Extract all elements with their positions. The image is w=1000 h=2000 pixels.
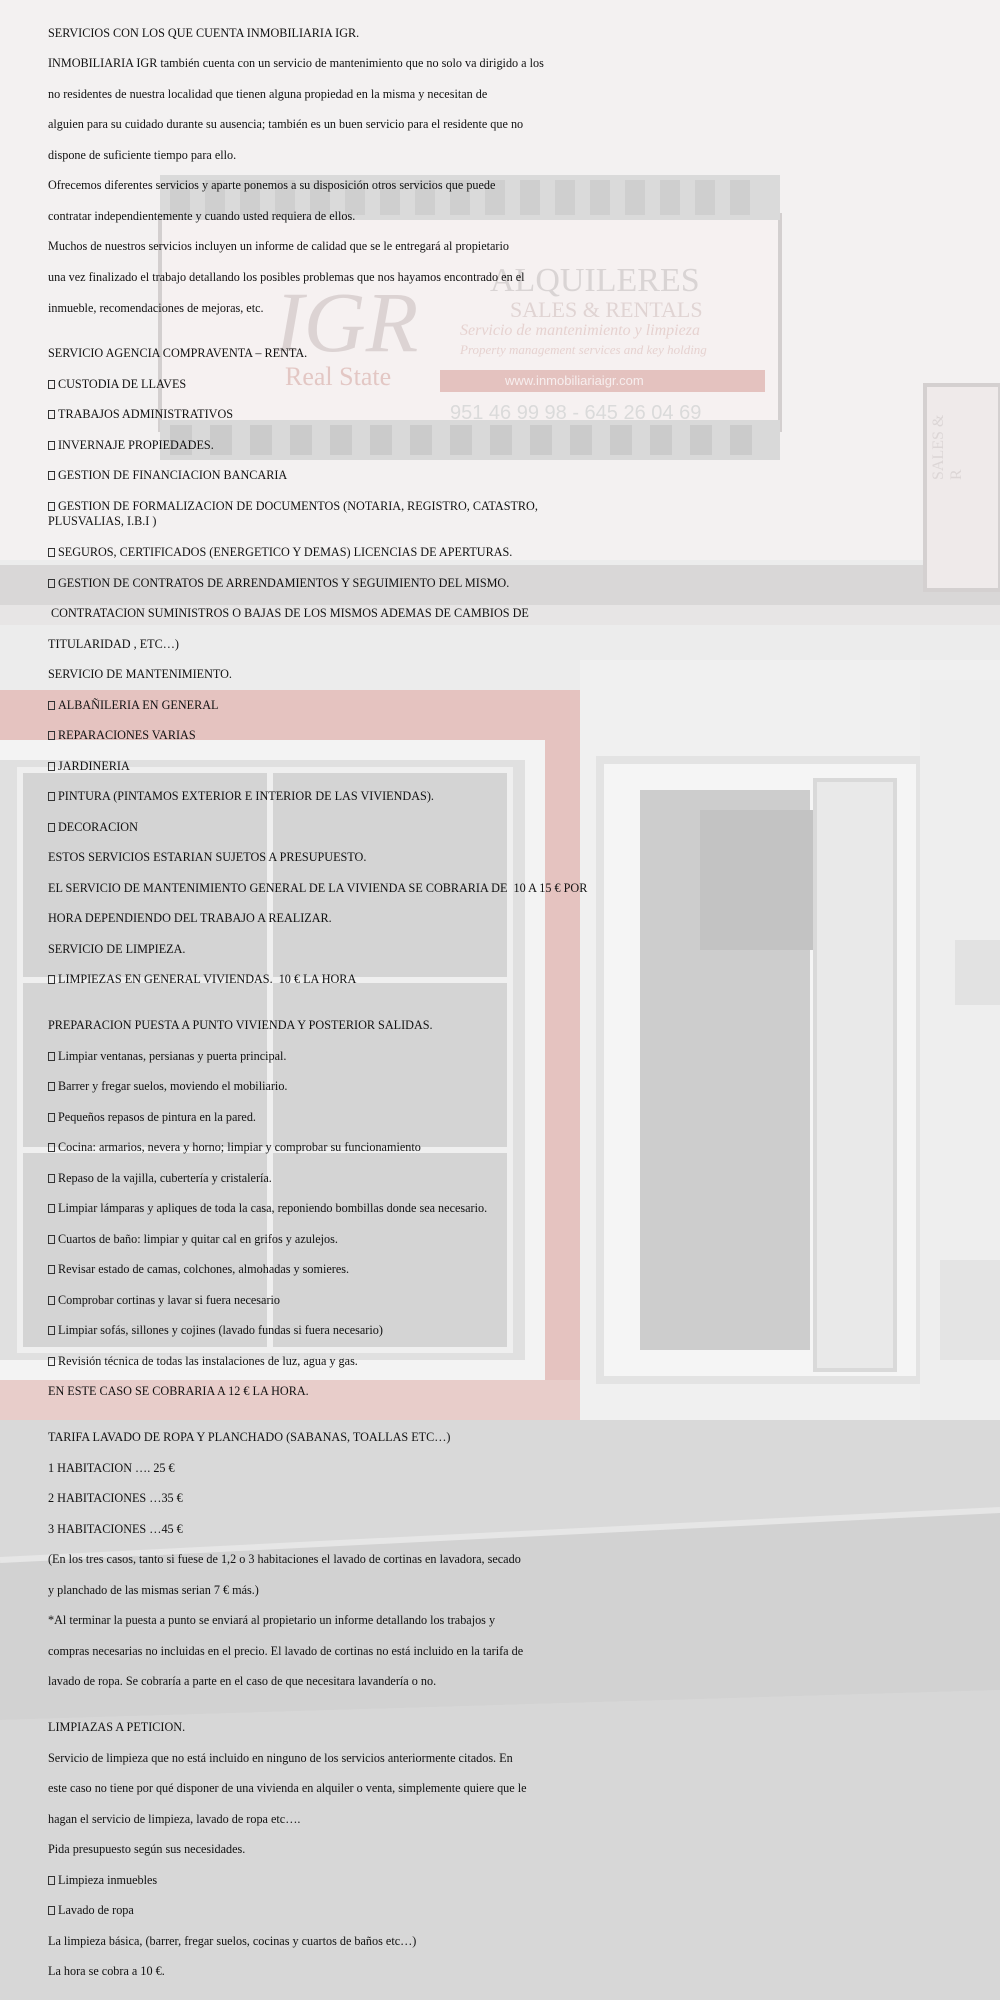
list-item: DECORACION (48, 820, 138, 835)
list-item: Comprobar cortinas y lavar si fuera necesario (48, 1293, 280, 1308)
tarifa-line: compras necesarias no incluidas en el precio. El lavado de cortinas no está incluido en la tarifa de (48, 1644, 524, 1658)
bullet-box-icon (48, 1143, 55, 1152)
section-title-mantenimiento: SERVICIO DE MANTENIMIENTO. (48, 667, 232, 681)
tarifa-line: 1 HABITACION …. 25 € (48, 1461, 175, 1475)
bullet-box-icon (48, 1174, 55, 1183)
tarifa-line: y planchado de las mismas serian 7 € más.) (48, 1583, 259, 1597)
list-item: Barrer y fregar suelos, moviendo el mobiliario. (48, 1079, 287, 1094)
sign-line4: Servicio de mantenimiento y limpieza (460, 322, 700, 339)
sign-line5: Property management services and key holding (460, 342, 707, 357)
tarifa-line: lavado de ropa. Se cobraría a parte en el caso de que necesitara lavandería o no. (48, 1674, 437, 1688)
bullet-box-icon (48, 1876, 55, 1885)
intro-line: dispone de suficiente tiempo para ello. (48, 148, 237, 162)
peticion-line: hagan el servicio de limpieza, lavado de ropa etc…. (48, 1812, 301, 1826)
peticion-line: Pida presupuesto según sus necesidades. (48, 1842, 246, 1856)
tarifa-line: *Al terminar la puesta a punto se enviará al propietario un informe detallando los trabajos y (48, 1613, 496, 1627)
list-item: Limpieza inmuebles (48, 1873, 157, 1888)
sign-brand: IGR (275, 274, 419, 370)
list-item: Lavado de ropa (48, 1903, 134, 1918)
bullet-box-icon (48, 471, 55, 480)
bullet-box-icon (48, 579, 55, 588)
section-title-agencia: SERVICIO AGENCIA COMPRAVENTA – RENTA. (48, 346, 308, 360)
price-note: EN ESTE CASO SE COBRARIA A 12 € LA HORA. (48, 1384, 309, 1398)
list-item: Cuartos de baño: limpiar y quitar cal en grifos y azulejos. (48, 1232, 338, 1247)
bullet-box-icon (48, 701, 55, 710)
bullet-box-icon (48, 823, 55, 832)
sign-line3: Real State (285, 362, 392, 391)
intro-line: INMOBILIARIA IGR también cuenta con un servicio de mantenimiento que no solo va dirigido a los (48, 56, 544, 70)
intro-line: inmueble, recomendaciones de mejoras, etc. (48, 301, 264, 315)
bullet-box-icon (48, 731, 55, 740)
peticion-line: Servicio de limpieza que no está incluido en ninguno de los servicios anteriormente citados. En (48, 1751, 513, 1765)
section-title-tarifa: TARIFA LAVADO DE ROPA Y PLANCHADO (SABANAS, TOALLAS ETC…) (48, 1430, 451, 1444)
bullet-box-icon (48, 410, 55, 419)
tarifa-line: 2 HABITACIONES …35 € (48, 1491, 183, 1505)
note-line: EL SERVICIO DE MANTENIMIENTO GENERAL DE LA VIVIENDA SE COBRARIA DE 10 A 15 € POR (48, 881, 588, 895)
list-item: GESTION DE CONTRATOS DE ARRENDAMIENTOS Y SEGUIMIENTO DEL MISMO. (48, 576, 509, 591)
bullet-box-icon (48, 1113, 55, 1122)
intro-line: Muchos de nuestros servicios incluyen un informe de calidad que se le entregará al propietario (48, 239, 509, 253)
section-title-preparacion: PREPARACION PUESTA A PUNTO VIVIENDA Y POSTERIOR SALIDAS. (48, 1018, 433, 1032)
list-item: GESTION DE FORMALIZACION DE DOCUMENTOS (NOTARIA, REGISTRO, CATASTRO, PLUSVALIAS, I.B.I ) (48, 499, 538, 528)
intro-line: no residentes de nuestra localidad que tienen alguna propiedad en la misma y necesitan de (48, 87, 488, 101)
peticion-line: este caso no tiene por qué disponer de una vivienda en alquiler o venta, simplemente quiere que le (48, 1781, 527, 1795)
bullet-box-icon (48, 1204, 55, 1213)
list-item: ALBAÑILERIA EN GENERAL (48, 698, 218, 713)
bullet-box-icon (48, 762, 55, 771)
contratacion-line: TITULARIDAD , ETC…) (48, 637, 179, 651)
intro-line: alguien para su cuidado durante su ausencia; también es un buen servicio para el residente que no (48, 117, 524, 131)
bullet-box-icon (48, 1906, 55, 1915)
list-item: CUSTODIA DE LLAVES (48, 377, 186, 392)
bullet-box-icon (48, 380, 55, 389)
bullet-box-icon (48, 1082, 55, 1091)
list-item: Limpiar sofás, sillones y cojines (lavado fundas si fuera necesario) (48, 1323, 383, 1338)
list-item: Repaso de la vajilla, cubertería y cristalería. (48, 1171, 272, 1186)
list-item: Limpiar ventanas, persianas y puerta principal. (48, 1049, 286, 1064)
bullet-box-icon (48, 792, 55, 801)
bullet-box-icon (48, 1326, 55, 1335)
list-item: JARDINERIA (48, 759, 130, 774)
list-item: TRABAJOS ADMINISTRATIVOS (48, 407, 233, 422)
sign-side: SALES & R (930, 414, 965, 480)
bullet-box-icon (48, 441, 55, 450)
list-item: LIMPIEZAS EN GENERAL VIVIENDAS. 10 € LA HORA (48, 972, 356, 987)
sign-line2: SALES & RENTALS (510, 297, 703, 322)
list-item: Revisar estado de camas, colchones, almohadas y somieres. (48, 1262, 349, 1277)
list-item: SEGUROS, CERTIFICADOS (ENERGETICO Y DEMAS) LICENCIAS DE APERTURAS. (48, 545, 512, 560)
list-item: GESTION DE FINANCIACION BANCARIA (48, 468, 287, 483)
intro-line: SERVICIOS CON LOS QUE CUENTA INMOBILIARIA IGR. (48, 26, 360, 40)
intro-line: contratar independientemente y cuando usted requiera de ellos. (48, 209, 356, 223)
contratacion-line: CONTRATACION SUMINISTROS O BAJAS DE LOS MISMOS ADEMAS DE CAMBIOS DE (48, 606, 529, 620)
bullet-box-icon (48, 1265, 55, 1274)
bullet-box-icon (48, 1296, 55, 1305)
list-item: INVERNAJE PROPIEDADES. (48, 438, 214, 453)
closing-line: La hora se cobra a 10 €. (48, 1964, 165, 1978)
sign-url: www.inmobiliariaigr.com (505, 373, 644, 388)
bullet-box-icon (48, 975, 55, 984)
bullet-box-icon (48, 548, 55, 557)
tarifa-line: 3 HABITACIONES …45 € (48, 1522, 183, 1536)
note-line: HORA DEPENDIENDO DEL TRABAJO A REALIZAR. (48, 911, 332, 925)
bullet-box-icon (48, 1052, 55, 1061)
intro-line: una vez finalizado el trabajo detallando los posibles problemas que nos hayamos encontrado en el (48, 270, 525, 284)
bullet-box-icon (48, 1357, 55, 1366)
section-title-limpieza: SERVICIO DE LIMPIEZA. (48, 942, 186, 956)
list-item: PINTURA (PINTAMOS EXTERIOR E INTERIOR DE LAS VIVIENDAS). (48, 789, 434, 804)
tarifa-line: (En los tres casos, tanto si fuese de 1,2 o 3 habitaciones el lavado de cortinas en lavadora, secado (48, 1552, 521, 1566)
list-item: Cocina: armarios, nevera y horno; limpiar y comprobar su funcionamiento (48, 1140, 421, 1155)
sign-phone: 951 46 99 98 - 645 26 04 69 (450, 402, 702, 424)
list-item: Pequeños repasos de pintura en la pared. (48, 1110, 256, 1125)
list-item: Revisión técnica de todas las instalaciones de luz, agua y gas. (48, 1354, 358, 1369)
section-title-peticion: LIMPIAZAS A PETICION. (48, 1720, 186, 1734)
sign-line1: ALQUILERES (490, 262, 700, 299)
intro-line: Ofrecemos diferentes servicios y aparte ponemos a su disposición otros servicios que puede (48, 178, 496, 192)
bullet-box-icon (48, 1235, 55, 1244)
closing-line: La limpieza básica, (barrer, fregar suelos, cocinas y cuartos de baños etc…) (48, 1934, 417, 1948)
list-item: REPARACIONES VARIAS (48, 728, 196, 743)
list-item: Limpiar lámparas y apliques de toda la casa, reponiendo bombillas donde sea necesario. (48, 1201, 487, 1216)
note-line: ESTOS SERVICIOS ESTARIAN SUJETOS A PRESUPUESTO. (48, 850, 367, 864)
bullet-box-icon (48, 502, 55, 511)
